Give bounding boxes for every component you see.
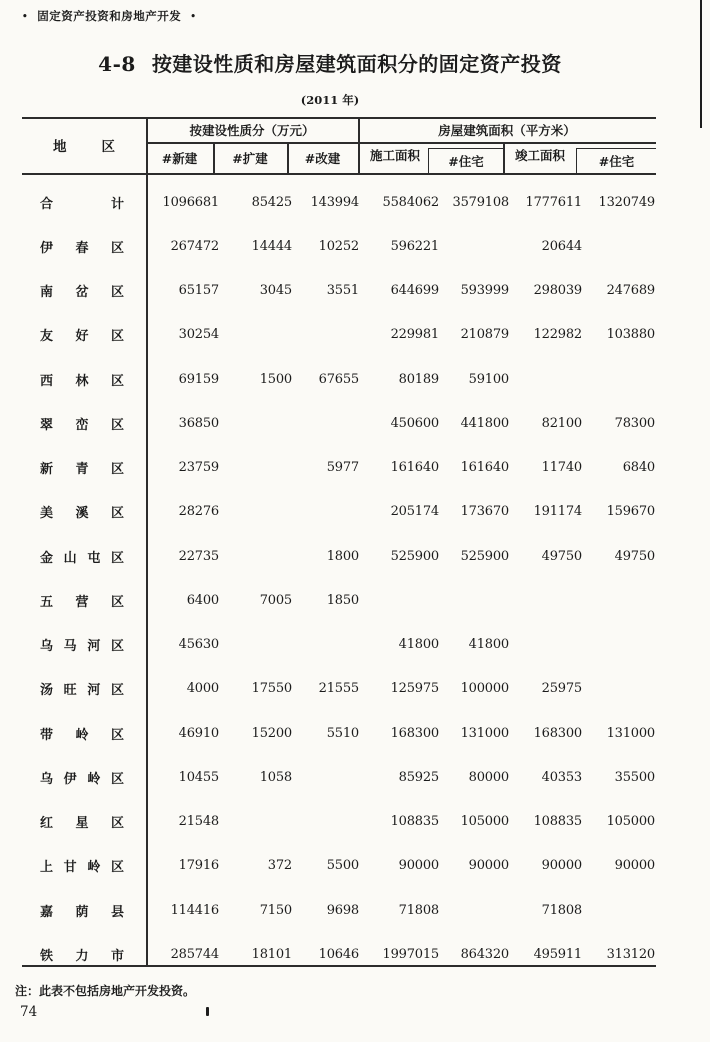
table-row xyxy=(22,674,656,704)
value-cell: 85925 xyxy=(398,769,439,785)
table-row xyxy=(22,187,656,217)
value-cell: 20644 xyxy=(541,238,582,254)
page-number: 74 xyxy=(20,1004,38,1020)
region-label: 南岔区 xyxy=(40,285,124,300)
value-cell: 644699 xyxy=(390,283,439,298)
value-cell: 247689 xyxy=(606,283,655,298)
value-cell: 168300 xyxy=(533,725,582,741)
value-cell: 41800 xyxy=(398,637,439,652)
region-label: 带岭区 xyxy=(40,727,124,743)
value-cell: 5510 xyxy=(326,725,359,741)
region-label: 翠峦区 xyxy=(40,417,124,433)
value-cell: 229981 xyxy=(390,327,439,343)
value-cell: 122982 xyxy=(533,327,582,343)
value-cell: 298039 xyxy=(533,283,582,298)
value-cell: 23759 xyxy=(178,460,219,475)
value-cell: 25975 xyxy=(541,681,582,697)
value-cell: 1850 xyxy=(326,592,359,608)
value-cell: 3579108 xyxy=(452,194,509,210)
table-row xyxy=(22,364,656,394)
value-cell: 131000 xyxy=(460,725,509,741)
value-cell: 596221 xyxy=(390,238,439,254)
ink-blot-artifact xyxy=(206,1007,209,1016)
region-label: 伊春区 xyxy=(40,240,124,256)
value-cell: 10455 xyxy=(178,769,219,785)
value-cell: 205174 xyxy=(390,504,439,520)
value-cell: 108835 xyxy=(533,814,582,829)
value-cell: 125975 xyxy=(390,681,439,697)
col-header-zhuzhai-1: #住宅 xyxy=(428,148,503,173)
region-header-label: 地区 xyxy=(53,139,115,155)
statistics-table xyxy=(22,117,656,969)
value-cell: 108835 xyxy=(390,814,439,829)
region-label: 汤旺河区 xyxy=(40,683,124,699)
value-cell: 1800 xyxy=(326,548,359,564)
value-cell: 49750 xyxy=(541,548,582,564)
value-cell: 450600 xyxy=(390,415,439,431)
value-cell: 7005 xyxy=(259,592,292,608)
value-cell: 15200 xyxy=(251,725,292,741)
value-cell: 71808 xyxy=(541,902,582,918)
value-cell: 80189 xyxy=(398,371,439,387)
header-bottom-border xyxy=(22,173,656,175)
value-cell: 267472 xyxy=(170,238,219,254)
region-cell xyxy=(22,325,146,344)
value-cell: 161640 xyxy=(390,460,439,475)
value-cell: 159670 xyxy=(606,504,655,520)
value-cell: 105000 xyxy=(606,814,655,829)
value-cell: 67655 xyxy=(318,371,359,387)
value-cell: 22735 xyxy=(178,548,219,564)
value-cell: 3045 xyxy=(259,283,292,298)
value-cell: 168300 xyxy=(390,725,439,741)
value-cell: 114416 xyxy=(170,902,219,918)
region-cell xyxy=(22,547,146,566)
region-label: 友好区 xyxy=(40,329,124,345)
value-cell: 28276 xyxy=(178,504,219,520)
value-cell: 30254 xyxy=(178,327,219,343)
col-header-zhuzhai-2: #住宅 xyxy=(576,148,656,173)
col-header-kuojian: #扩建 xyxy=(232,151,268,166)
region-cell xyxy=(22,768,146,787)
value-cell: 69159 xyxy=(178,371,219,387)
table-row xyxy=(22,276,656,306)
region-label: 红星区 xyxy=(40,816,124,831)
value-cell: 1320749 xyxy=(598,194,655,210)
value-cell: 36850 xyxy=(178,415,219,431)
region-label: 嘉荫县 xyxy=(40,904,124,920)
value-cell: 90000 xyxy=(468,858,509,874)
value-cell: 59100 xyxy=(468,371,509,387)
value-cell: 372 xyxy=(267,858,292,874)
table-row xyxy=(22,541,656,571)
value-cell: 313120 xyxy=(606,946,655,962)
value-cell: 105000 xyxy=(460,814,509,829)
table-number: 4-8 xyxy=(98,52,136,76)
value-cell: 82100 xyxy=(541,415,582,431)
value-cell: 90000 xyxy=(541,858,582,874)
table-row xyxy=(22,762,656,792)
value-cell: 6400 xyxy=(186,592,219,608)
value-cell: 78300 xyxy=(614,415,655,431)
table-row xyxy=(22,718,656,748)
value-cell: 210879 xyxy=(460,327,509,343)
value-cell: 71808 xyxy=(398,902,439,918)
value-cell: 5977 xyxy=(326,460,359,475)
value-cell: 40353 xyxy=(541,769,582,785)
value-cell: 1058 xyxy=(259,769,292,785)
col-header-gaijian: #改建 xyxy=(304,151,341,166)
value-cell: 103880 xyxy=(606,327,655,343)
col-header-xinjian: #新建 xyxy=(161,151,198,166)
value-cell: 7150 xyxy=(259,902,292,918)
value-cell: 1777611 xyxy=(525,194,582,210)
table-row xyxy=(22,231,656,261)
region-header-cell xyxy=(22,117,146,173)
running-header xyxy=(22,8,197,24)
value-cell: 65157 xyxy=(178,283,219,298)
value-cell: 4000 xyxy=(186,681,219,697)
value-cell: 9698 xyxy=(326,902,359,918)
region-label: 西林区 xyxy=(40,373,124,389)
region-cell xyxy=(22,635,146,654)
region-label: 上甘岭区 xyxy=(40,860,124,876)
value-cell: 285744 xyxy=(170,946,219,962)
value-cell: 90000 xyxy=(398,858,439,874)
table-row xyxy=(22,408,656,438)
scan-edge-artifact xyxy=(700,0,702,128)
table-row xyxy=(22,497,656,527)
region-cell xyxy=(22,281,146,300)
table-row xyxy=(22,630,656,660)
value-cell: 35500 xyxy=(614,769,655,785)
value-cell: 100000 xyxy=(460,681,509,697)
value-cell: 1997015 xyxy=(382,946,439,962)
group1-header: 按建设性质分（万元） xyxy=(189,122,315,138)
value-cell: 45630 xyxy=(178,637,219,652)
region-cell xyxy=(22,237,146,256)
value-cell: 5584062 xyxy=(382,194,439,210)
region-label: 新青区 xyxy=(40,462,124,477)
region-cell xyxy=(22,945,146,964)
region-label: 五营区 xyxy=(40,594,124,610)
value-cell: 6840 xyxy=(622,460,655,475)
table-row xyxy=(22,585,656,615)
footnote: 注：此表不包括房地产开发投资。 xyxy=(15,984,196,998)
value-cell: 5500 xyxy=(326,858,359,874)
value-cell: 21555 xyxy=(318,681,359,697)
value-cell: 49750 xyxy=(614,548,655,564)
value-cell: 14444 xyxy=(251,238,292,254)
value-cell: 17916 xyxy=(178,858,219,874)
region-label: 乌伊岭区 xyxy=(40,771,124,787)
region-cell xyxy=(22,193,146,212)
col-header-shigong: 施工面积 xyxy=(370,148,421,163)
region-cell xyxy=(22,370,146,389)
value-cell: 41800 xyxy=(468,637,509,652)
value-cell: 80000 xyxy=(468,769,509,785)
region-label: 合计 xyxy=(40,196,124,212)
region-cell xyxy=(22,414,146,433)
region-cell xyxy=(22,856,146,875)
table-row xyxy=(22,807,656,837)
region-cell xyxy=(22,591,146,610)
table-title-text: 按建设性质和房屋建筑面积分的固定资产投资 xyxy=(151,52,562,76)
value-cell: 495911 xyxy=(533,946,582,962)
region-label: 金山屯区 xyxy=(40,550,124,566)
value-cell: 525900 xyxy=(390,548,439,564)
table-row xyxy=(22,851,656,881)
region-cell xyxy=(22,458,146,477)
value-cell: 1096681 xyxy=(162,194,219,210)
table-row xyxy=(22,939,656,969)
region-cell xyxy=(22,812,146,831)
bullet-icon: • xyxy=(190,12,197,22)
value-cell: 525900 xyxy=(460,548,509,564)
value-cell: 10646 xyxy=(318,946,359,962)
bullet-icon: • xyxy=(22,12,29,22)
value-cell: 593999 xyxy=(460,283,509,298)
value-cell: 161640 xyxy=(460,460,509,475)
table-row xyxy=(22,453,656,483)
value-cell: 864320 xyxy=(460,946,509,962)
value-cell: 10252 xyxy=(318,238,359,254)
value-cell: 11740 xyxy=(541,460,582,475)
region-cell xyxy=(22,724,146,743)
region-cell xyxy=(22,502,146,521)
value-cell: 191174 xyxy=(533,504,582,520)
table-row xyxy=(22,320,656,350)
running-header-text: 固定资产投资和房地产开发 xyxy=(37,9,182,23)
value-cell: 131000 xyxy=(606,725,655,741)
region-cell xyxy=(22,901,146,920)
region-label: 铁力市 xyxy=(40,948,124,964)
col-header-jungong: 竣工面积 xyxy=(515,148,566,163)
value-cell: 85425 xyxy=(251,194,292,210)
value-cell: 90000 xyxy=(614,858,655,874)
value-cell: 21548 xyxy=(178,814,219,829)
group2-header: 房屋建筑面积（平方米） xyxy=(438,122,576,138)
value-cell: 3551 xyxy=(326,283,359,298)
region-label: 乌马河区 xyxy=(40,639,124,654)
value-cell: 18101 xyxy=(251,946,292,962)
value-cell: 17550 xyxy=(251,681,292,697)
table-year: (2011 年) xyxy=(300,93,360,107)
value-cell: 46910 xyxy=(178,725,219,741)
region-label: 美溪区 xyxy=(40,506,124,522)
value-cell: 143994 xyxy=(310,194,359,210)
value-cell: 1500 xyxy=(259,371,292,387)
region-cell xyxy=(22,679,146,698)
table-row xyxy=(22,895,656,925)
page-title xyxy=(0,48,660,77)
value-cell: 173670 xyxy=(460,504,509,520)
value-cell: 441800 xyxy=(460,415,509,431)
